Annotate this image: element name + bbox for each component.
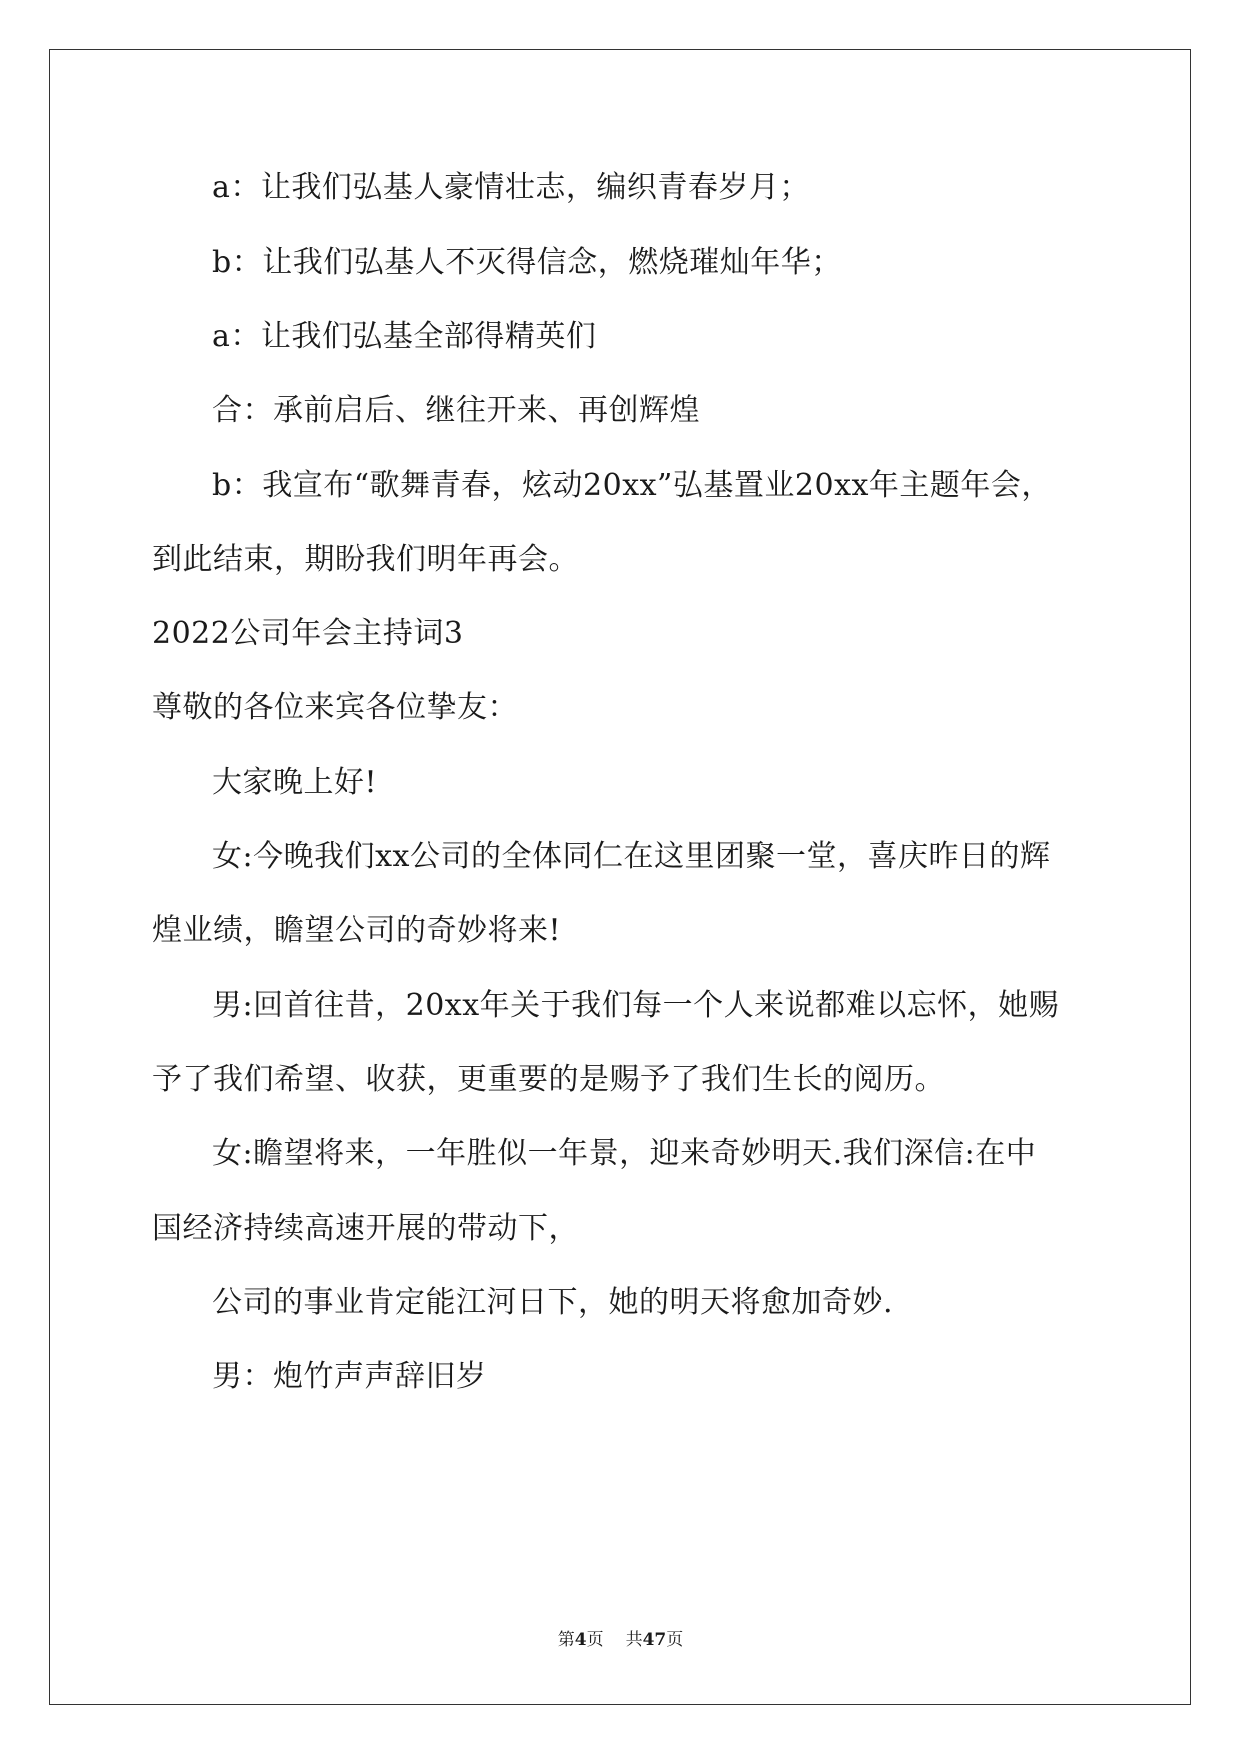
- section-heading: 2022公司年会主持词3: [152, 616, 464, 651]
- total-suffix: 页: [666, 1630, 684, 1650]
- page-footer: [0, 1629, 1241, 1651]
- paragraph-line: 男：炮竹声声辞旧岁: [212, 1359, 487, 1394]
- paragraph-line: 男:回首往昔，20xx年关于我们每一个人来说都难以忘怀，她赐: [212, 988, 1060, 1023]
- total-prefix: 共: [625, 1630, 643, 1650]
- paragraph-line: 予了我们希望、收获，更重要的是赐予了我们生长的阅历。: [152, 1062, 945, 1097]
- paragraph-line: 大家晚上好!: [212, 765, 378, 800]
- paragraph-line: 女:瞻望将来，一年胜似一年景，迎来奇妙明天.我们深信:在中: [212, 1136, 1037, 1171]
- paragraph-line: 合：承前启后、继往开来、再创辉煌: [212, 393, 700, 428]
- paragraph-line: b：我宣布“歌舞青春，炫动20xx”弘基置业20xx年主题年会，: [212, 468, 1052, 503]
- page-border: [49, 49, 1191, 1705]
- paragraph-line: a：让我们弘基人豪情壮志，编织青春岁月；: [212, 170, 810, 205]
- paragraph-line: 国经济持续高速开展的带动下，: [152, 1211, 579, 1246]
- page-prefix: 第: [557, 1630, 575, 1650]
- salutation: 尊敬的各位来宾各位挚友：: [152, 690, 518, 725]
- paragraph-line: a：让我们弘基全部得精英们: [212, 319, 597, 354]
- paragraph-line: 煌业绩，瞻望公司的奇妙将来!: [152, 913, 562, 948]
- page-suffix: 页: [586, 1630, 604, 1650]
- paragraph-line: 女:今晚我们xx公司的全体同仁在这里团聚一堂，喜庆昨日的辉: [212, 839, 1051, 874]
- paragraph-line: b：让我们弘基人不灭得信念，燃烧璀灿年华；: [212, 245, 842, 280]
- paragraph-line: 公司的事业肯定能江河日下，她的明天将愈加奇妙.: [212, 1285, 894, 1320]
- total-pages: 47: [642, 1630, 667, 1650]
- paragraph-line: 到此结束，期盼我们明年再会。: [152, 542, 579, 577]
- page-number: 4: [574, 1630, 587, 1650]
